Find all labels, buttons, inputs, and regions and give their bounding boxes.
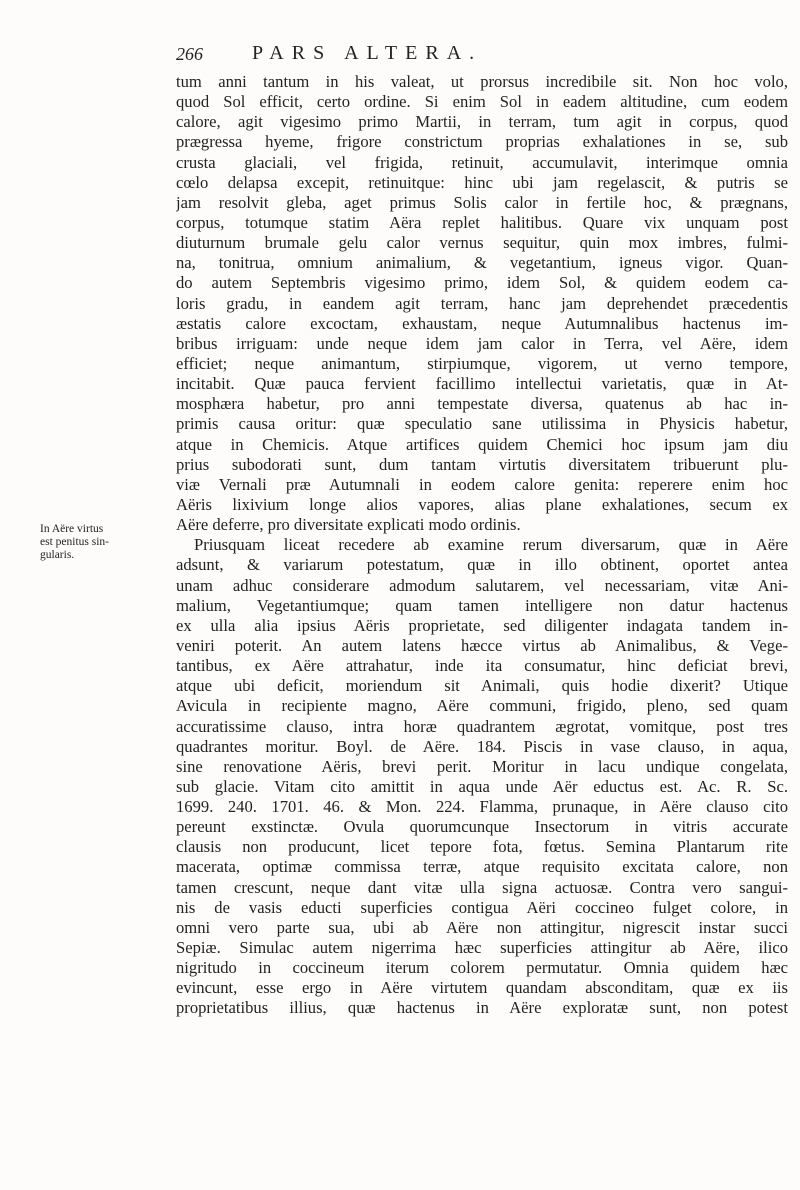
text-line: quadrantes moritur. Boyl. de Aëre. 184. Piscis in vase clauso, in aqua, [176, 736, 788, 756]
text-line: quod Sol efficit, certo ordine. Si enim Sol in eadem altitudine, cum eodem [176, 92, 788, 112]
text-line: Aëris lixivium longe alios vapores, alias plane exhalationes, secum ex [176, 494, 788, 514]
running-head: PARS ALTERA. [252, 42, 483, 64]
margin-note [40, 523, 152, 562]
text-line: crusta glaciali, vel frigida, retinuit, accumulavit, interimque omnia [176, 152, 788, 172]
text-line: malium, Vegetantiumque; quam tamen intelligere non datur hactenus [176, 595, 788, 615]
text-line: Aëre deferre, pro diversitate explicati modo ordinis. [176, 515, 521, 535]
text-line: tantibus, ex Aëre attrahatur, inde ita consumatur, hinc deficiat brevi, [176, 656, 788, 676]
text-line: incitabit. Quæ pauca fervient facillimo intellectui varietatis, quæ in At- [176, 374, 788, 394]
text-line: Sepiæ. Simulac autem nigerrima hæc superficies attingitur ab Aëre, ilico [176, 938, 788, 958]
text-line: atque ubi deficit, moriendum sit Animali, quis hodie dixerit? Utique [176, 676, 788, 696]
margin-note-line: In Aëre virtus [40, 523, 104, 535]
page-header [176, 44, 800, 74]
text-line: bribus irriguam: unde neque idem jam calor in Terra, vel Aëre, idem [176, 333, 788, 353]
text-line: calore, agit vigesimo primo Martii, in terram, tum agit in corpus, quod [176, 112, 788, 132]
text-line: tamen crescunt, neque dant vitæ ulla signa actuosæ. Contra vero sangui- [176, 877, 788, 897]
text-line: 1699. 240. 1701. 46. & Mon. 224. Flamma, prunaque, in Aëre clauso cito [176, 797, 788, 817]
text-line: viæ Vernali præ Autumnali in eodem calore genita: reperere enim hoc [176, 474, 788, 494]
text-line: do autem Septembris vigesimo primo, idem Sol, & quidem eodem ca- [176, 273, 788, 293]
text-line: prius subodorati sunt, dum tantam virtutis diversitatem tribuerunt plu- [176, 454, 788, 474]
text-line: nigritudo in coccineum iterum colorem permutatur. Omnia quidem hæc [176, 958, 788, 978]
text-line: tum anni tantum in his valeat, ut prorsus incredibile sit. Non hoc volo, [176, 72, 788, 91]
text-line: Avicula in recipiente magno, Aëre communi, frigido, pleno, sed quam [176, 696, 788, 716]
text-line: atque in Chemicis. Atque artifices quidem Chemici hoc ipsum jam diu [176, 434, 788, 454]
body-text [176, 72, 788, 1019]
text-line: nis de vasis educti superficies contigua Aëri coccineo fulget colore, in [176, 897, 788, 917]
text-line: evincunt, esse ergo in Aëre virtutem quandam absconditam, quæ ex iis [176, 978, 788, 998]
text-line: cœlo delapsa excepit, retinuitque: hinc ubi jam regelascit, & putris se [176, 172, 788, 192]
text-line: efficiet; neque animantum, stirpiumque, vigorem, ut verno tempore, [176, 353, 788, 373]
text-line: veniri poterit. An autem latens hæcce virtus ab Animalibus, & Vege- [176, 635, 788, 655]
text-line: primis causa oritur: quæ speculatio sane utilissima in Physicis habetur, [176, 414, 788, 434]
text-line: sub glacie. Vitam cito amittit in aqua unde Aër eductus est. Ac. R. Sc. [176, 776, 788, 796]
text-line: corpus, totumque statim Aëra replet halitibus. Quare vix unquam post [176, 212, 788, 232]
text-line: Priusquam liceat recedere ab examine rerum diversarum, quæ in Aëre [194, 535, 788, 555]
text-line: adsunt, & variarum potestatum, quæ in illo obtinent, oportet antea [176, 555, 788, 575]
text-line: pereunt exstinctæ. Ovula quorumcunque Insectorum in vitris accurate [176, 817, 788, 837]
text-line: ex ulla alia ipsius Aëris proprietate, sed diligenter indagata tandem in- [176, 615, 788, 635]
text-line: clausis non producunt, licet tepore fota, fœtus. Semina Plantarum rite [176, 837, 788, 857]
text-line: accuratissime clauso, intra horæ quadrantem ægrotat, vomitque, post tres [176, 716, 788, 736]
text-line: sine renovatione Aëris, brevi perit. Moritur in lacu undique congelata, [176, 756, 788, 776]
text-line: æstatis calore excoctam, exhaustam, neque Autumnalibus hactenus im- [176, 313, 788, 333]
text-line: proprietatibus illius, quæ hactenus in Aëre exploratæ sunt, non potest [176, 998, 788, 1018]
text-line: jam resolvit gleba, aget primus Solis calor in fertile hoc, & prægnans, [176, 192, 788, 212]
text-line: unam adhuc considerare admodum salutarem, vel necessariam, vitæ Ani- [176, 575, 788, 595]
margin-note-line: gularis. [40, 549, 75, 561]
text-line: macerata, optimæ commissa terræ, atque requisito excitata calore, non [176, 857, 788, 877]
page-number: 266 [176, 44, 203, 64]
text-line: diuturnum brumale gelu calor vernus sequitur, quin mox imbres, fulmi- [176, 233, 788, 253]
text-line: omni vero parte sua, ubi ab Aëre non attingitur, nigrescit instar succi [176, 917, 788, 937]
text-line: loris gradu, in eandem agit terram, hanc jam deprehendet præcedentis [176, 293, 788, 313]
margin-note-line: est penitus sin- [40, 536, 109, 548]
text-line: na, tonitrua, omnium animalium, & vegetantium, igneus vigor. Quan- [176, 253, 788, 273]
text-line: prægressa hyeme, frigore constrictum proprias exhalationes in se, sub [176, 132, 788, 152]
text-line: mosphæra habetur, pro anni tempestate diversa, quatenus ab hac in- [176, 394, 788, 414]
